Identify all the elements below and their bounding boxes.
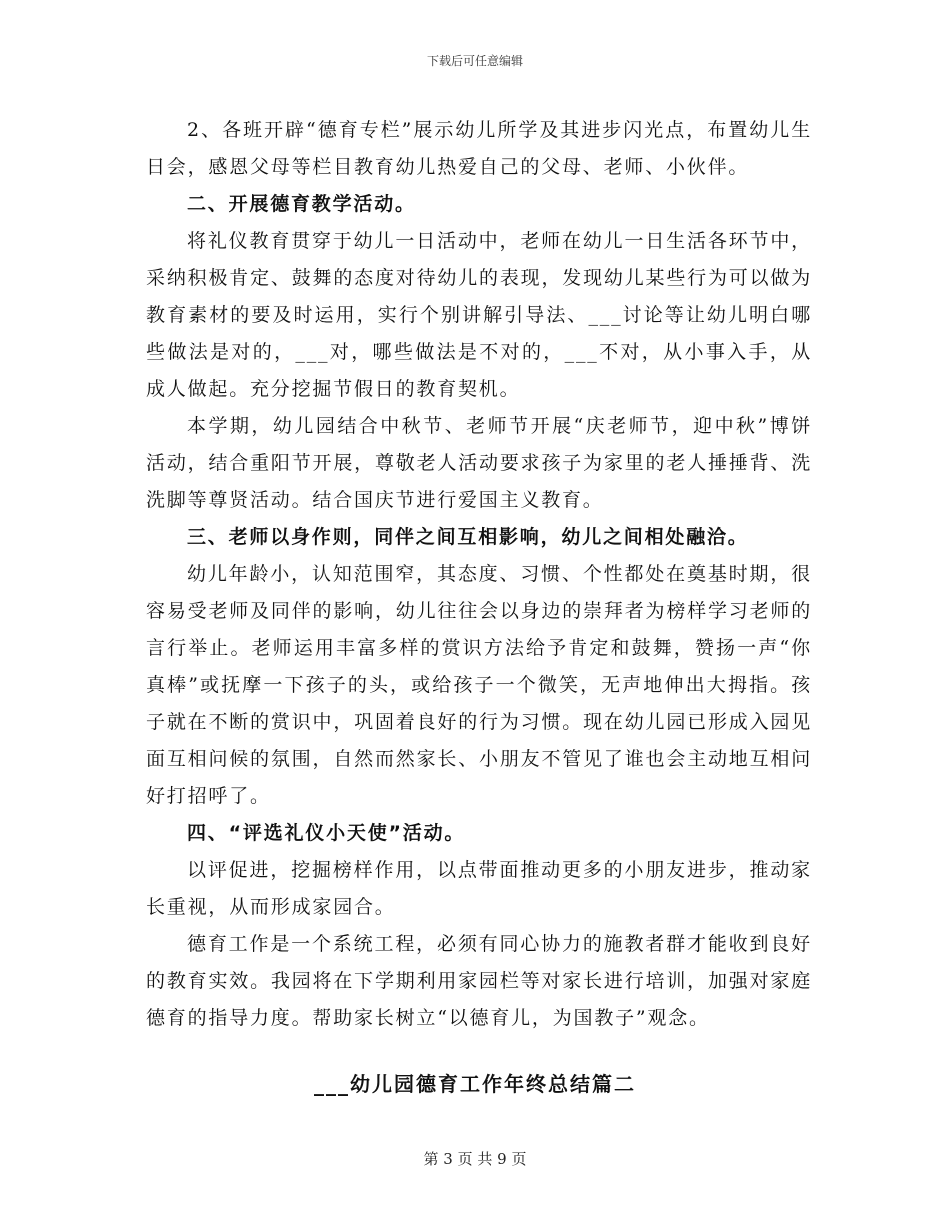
paragraph-6: 德育工作是一个系统工程，必须有同心协力的施教者群才能收到良好的教育实效。我园将在下学期利用家园栏等对家长进行培训，加强对家庭德育的指导力度。帮助家长树立“以德育儿，为国教子”观念。 <box>146 933 812 1029</box>
section-title: ___幼儿园德育工作年终总结篇二 <box>314 1072 636 1096</box>
heading-3: 三、老师以身作则，同伴之间互相影响，幼儿之间相处融洽。 <box>187 526 749 548</box>
paragraph-2: 将礼仪教育贯穿于幼儿一日活动中，老师在幼儿一日生活各环节中，采纳积极肯定、鼓舞的态度对待幼儿的表现，发现幼儿某些行为可以做为教育素材的要及时运用，实行个别讲解引导法、___讨论等让幼儿明白哪些做法是对的，___对，哪些做法是不对的，___不对，从小事入手，从成人做起。充分挖掘节假日的教育契机。 <box>146 230 812 400</box>
heading-2: 二、开展德育教学活动。 <box>187 193 416 215</box>
paragraph-1: 2、各班开辟“德育专栏”展示幼儿所学及其进步闪光点，布置幼儿生日会，感恩父母等栏目教育幼儿热爱自己的父母、老师、小伙伴。 <box>146 119 812 178</box>
document-body <box>146 112 812 1037</box>
heading-4: 四、“评选礼仪小天使”活动。 <box>187 822 466 844</box>
header-note: 下载后可任意编辑 <box>426 54 523 68</box>
paragraph-4: 幼儿年龄小，认知范围窄，其态度、习惯、个性都处在奠基时期，很容易受老师及同伴的影响，幼儿往往会以身边的崇拜者为榜样学习老师的言行举止。老师运用丰富多样的赏识方法给予肯定和鼓舞，赞扬一声“你真棒”或抚摩一下孩子的头，或给孩子一个微笑，无声地伸出大拇指。孩子就在不断的赏识中，巩固着良好的行为习惯。现在幼儿园已形成入园见面互相问候的氛围，自然而然家长、小朋友不管见了谁也会主动地互相问好打招呼了。 <box>146 563 812 807</box>
page-footer: 第 3 页 共 9 页 <box>423 1150 527 1168</box>
paragraph-5: 以评促进，挖掘榜样作用，以点带面推动更多的小朋友进步，推动家长重视，从而形成家园合。 <box>146 859 812 918</box>
paragraph-3: 本学期，幼儿园结合中秋节、老师节开展“庆老师节，迎中秋”博饼活动，结合重阳节开展，尊敬老人活动要求孩子为家里的老人捶捶背、洗洗脚等尊贤活动。结合国庆节进行爱国主义教育。 <box>146 415 812 511</box>
